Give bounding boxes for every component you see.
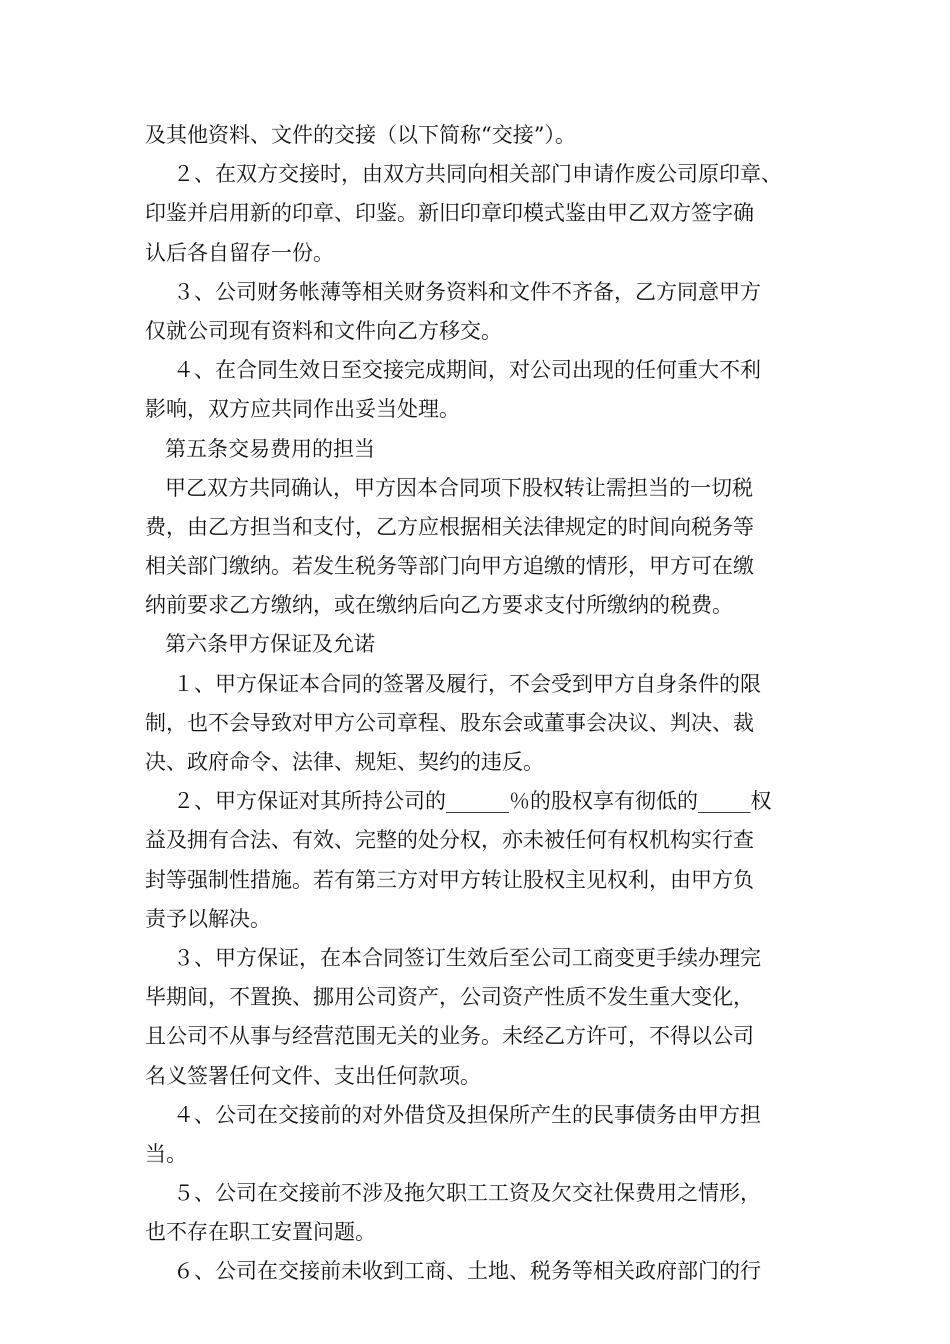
text-line: ４、公司在交接前的对外借贷及担保所产生的民事债务由甲方担: [173, 1102, 761, 1127]
text-line: ５、公司在交接前不涉及拖欠职工工资及欠交社保费用之情形，: [173, 1181, 761, 1206]
text-line: 相关部门缴纳。若发生税务等部门向甲方追缴的情形，甲方可在缴: [145, 554, 754, 579]
text-line: 毕期间，不置换、挪用公司资产，公司资产性质不发生重大变化，: [145, 985, 754, 1010]
text-line: ６、公司在交接前未收到工商、土地、税务等相关政府部门的行: [173, 1259, 761, 1284]
text-line: ３、甲方保证，在本合同签订生效后至公司工商变更手续办理完: [173, 945, 761, 970]
text-line: 影响，双方应共同作出妥当处理。: [145, 397, 460, 422]
text-line: 印鉴并启用新的印章、印鉴。新旧印章印模式鉴由甲乙双方签字确: [145, 201, 754, 226]
document-body: [145, 116, 815, 1292]
section-heading: 第六条甲方保证及允诺: [165, 632, 375, 657]
text-line: ３、公司财务帐薄等相关财务资料和文件不齐备，乙方同意甲方: [173, 279, 761, 304]
text-line: 及其他资料、文件的交接（以下简称“交接”）。: [145, 123, 576, 147]
text-line: ４、在合同生效日至交接完成期间，对公司出现的任何重大不利: [173, 358, 761, 383]
text-line: １、甲方保证本合同的签署及履行，不会受到甲方自身条件的限: [173, 671, 761, 696]
text-line: ２、在双方交接时，由双方共同向相关部门申请作废公司原印章、: [173, 162, 782, 187]
text-line: 封等强制性措施。若有第三方对甲方转让股权主见权利，由甲方负: [145, 867, 754, 892]
text-line: 费，由乙方担当和支付，乙方应根据相关法律规定的时间向税务等: [145, 514, 754, 539]
text-line: 也不存在职工安置问题。: [145, 1220, 376, 1245]
text-line: ２、甲方保证对其所持公司的______％的股权享有彻低的_____权: [173, 789, 772, 814]
text-line: 认后各自留存一份。: [145, 240, 334, 265]
text-line: 纳前要求乙方缴纳，或在缴纳后向乙方要求支付所缴纳的税费。: [145, 593, 733, 618]
text-line: 仅就公司现有资料和文件向乙方移交。: [145, 318, 502, 343]
text-line: 甲乙双方共同确认，甲方因本合同项下股权转让需担当的一切税: [165, 475, 753, 500]
text-line: 且公司不从事与经营范围无关的业务。未经乙方许可，不得以公司: [145, 1024, 754, 1049]
text-line: 责予以解决。: [145, 906, 271, 931]
text-line: 益及拥有合法、有效、完整的处分权，亦未被任何有权机构实行查: [145, 828, 754, 853]
text-line: 当。: [145, 1141, 187, 1166]
text-line: 制，也不会导致对甲方公司章程、股东会或董事会决议、判决、裁: [145, 710, 754, 735]
text-line: 决、政府命令、法律、规矩、契约的违反。: [145, 750, 544, 774]
section-heading: 第五条交易费用的担当: [165, 436, 375, 461]
text-line: 名义签署任何文件、支出任何款项。: [145, 1063, 481, 1088]
